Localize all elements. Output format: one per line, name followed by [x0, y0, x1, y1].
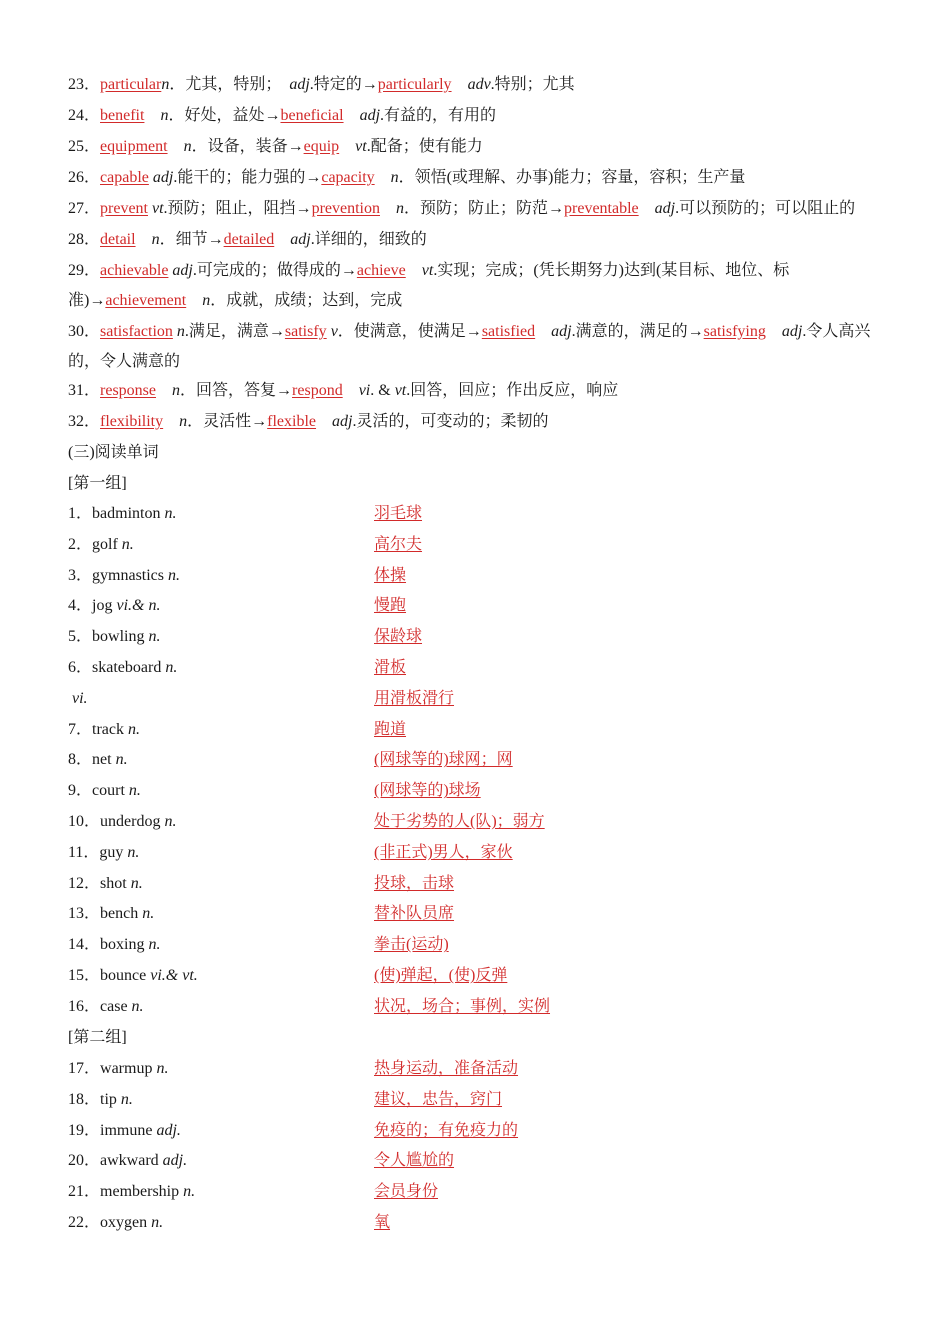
entry-number: 18．	[68, 1090, 101, 1108]
definition-text: .满意的，满足的→	[571, 323, 704, 340]
word-text: golf	[92, 535, 118, 553]
entry-number: 23．	[68, 76, 101, 93]
word-text: bench	[100, 905, 139, 923]
part-of-speech: n.	[128, 782, 141, 800]
vocab-entry	[68, 256, 883, 309]
definition-text: ．设备，装备→	[191, 138, 304, 155]
answer-meaning: 用滑板滑行	[374, 689, 455, 707]
word-text: guy	[99, 843, 124, 861]
definition-text: .预防；阻止，阻挡→	[163, 200, 312, 217]
vocab-entry	[68, 75, 575, 97]
reading-word	[68, 750, 128, 770]
part-of-speech: n.	[183, 1183, 196, 1201]
word-text: underdog	[100, 813, 161, 830]
answer-word: prevention	[311, 200, 380, 217]
answer-word: achievable	[100, 262, 169, 279]
part-of-speech: v	[330, 323, 338, 340]
reading-word	[68, 874, 143, 894]
entry-number: 28．	[68, 231, 101, 248]
part-of-speech: n.	[156, 1060, 169, 1077]
part-of-speech: vt	[355, 138, 367, 155]
reading-word	[68, 504, 176, 524]
part-of-speech: n.	[164, 813, 177, 830]
entry-number: 16．	[68, 997, 101, 1015]
definition-text: .可完成的；做得成的→	[192, 262, 357, 279]
answer-word: beneficial	[280, 107, 344, 124]
vocab-entry	[68, 317, 883, 370]
entry-number: 32．	[68, 413, 101, 430]
reading-word	[68, 781, 141, 801]
reading-word	[68, 966, 198, 986]
answer-word: achievement	[105, 292, 187, 309]
entry-number: 31．	[68, 382, 101, 399]
reading-word	[68, 1182, 195, 1202]
definition-text	[156, 382, 172, 399]
answer-word: particularly	[377, 76, 452, 93]
entry-number: 21．	[68, 1183, 101, 1201]
vocab-entry	[68, 412, 549, 434]
answer-meaning: 氧	[374, 1214, 391, 1231]
word-text: warmup	[100, 1060, 153, 1077]
part-of-speech: n.	[128, 720, 140, 738]
reading-word	[68, 812, 176, 832]
word-text: awkward	[100, 1152, 159, 1170]
answer-word: flexibility	[100, 413, 164, 430]
part-of-speech: n	[202, 292, 211, 309]
part-of-speech: vt	[152, 200, 164, 217]
entry-number: 13．	[68, 905, 101, 923]
part-of-speech: n	[176, 323, 185, 340]
entry-number: 6．	[68, 659, 93, 676]
entry-number: 20．	[68, 1152, 101, 1170]
part-of-speech: n.	[142, 905, 155, 923]
word-text: track	[92, 720, 124, 738]
reading-word	[68, 997, 144, 1017]
part-of-speech: n.	[120, 1090, 133, 1108]
answer-word: flexible	[267, 413, 317, 430]
reading-word	[68, 1151, 187, 1171]
definition-text: ．预防；防止；防范→	[404, 200, 565, 217]
part-of-speech: n.	[151, 1214, 164, 1231]
word-text: shot	[100, 874, 127, 892]
vocab-entry	[68, 168, 745, 190]
part-of-speech: vt	[421, 262, 434, 279]
word-text: oxygen	[100, 1214, 148, 1231]
definition-text: .可以预防的；可以阻止的	[675, 200, 856, 217]
entry-number: 15．	[68, 967, 101, 984]
answer-word: satisfaction	[100, 323, 173, 340]
definition-text	[639, 200, 655, 217]
answer-meaning: 会员身份	[374, 1183, 439, 1201]
definition-text: ．领悟(或理解、办事)能力；容量，容积；生产量	[398, 169, 746, 186]
definition-text: . &	[370, 382, 395, 399]
part-of-speech: n.	[148, 628, 161, 646]
part-of-speech: n.	[115, 751, 128, 769]
definition-text: .详细的，细致的	[310, 231, 427, 248]
part-of-speech: adj	[781, 323, 803, 340]
part-of-speech: n	[172, 382, 181, 399]
reading-word	[68, 843, 139, 863]
part-of-speech: n.	[148, 936, 161, 954]
part-of-speech: vt	[394, 382, 407, 399]
definition-text: ．尤其，特别；	[169, 76, 290, 93]
part-of-speech: n.	[164, 505, 177, 522]
part-of-speech: adj	[332, 413, 353, 430]
answer-word: detailed	[223, 231, 275, 248]
part-of-speech: n	[179, 413, 188, 430]
definition-text	[766, 323, 782, 340]
part-of-speech: adj	[152, 169, 174, 186]
reading-word	[68, 627, 160, 647]
part-of-speech: n	[160, 107, 169, 124]
answer-meaning: 热身运动，准备活动	[374, 1060, 519, 1077]
part-of-speech: n	[183, 138, 192, 155]
entry-number: 11．	[68, 843, 100, 861]
answer-meaning: (网球等的)球网；网	[374, 751, 513, 769]
entry-number: 14．	[68, 936, 101, 954]
part-of-speech: n.	[131, 997, 144, 1015]
part-of-speech: n.	[168, 566, 181, 584]
part-of-speech: n.	[165, 659, 178, 676]
answer-meaning: 高尔夫	[374, 535, 423, 553]
answer-word: preventable	[564, 200, 639, 217]
reading-word	[68, 596, 160, 616]
definition-text: ．灵活性→	[187, 413, 268, 430]
group2-label: [第二组]	[68, 1029, 127, 1046]
part-of-speech: n	[151, 231, 160, 248]
definition-text	[535, 323, 551, 340]
definition-text: ．使满意，使满足→	[337, 323, 482, 340]
word-text: tip	[100, 1090, 117, 1108]
entry-number: 30．	[68, 323, 101, 340]
part-of-speech: adj	[289, 76, 310, 93]
reading-word	[68, 1213, 163, 1233]
answer-word: response	[100, 382, 156, 399]
answer-meaning: 处于劣势的人(队)；弱方	[374, 813, 545, 830]
word-text: net	[92, 751, 112, 769]
entry-number: 10．	[68, 813, 101, 830]
definition-text	[136, 231, 152, 248]
part-of-speech: n	[390, 169, 399, 186]
entry-number: 26．	[68, 169, 101, 186]
entry-number: 17．	[68, 1060, 101, 1077]
answer-meaning: 慢跑	[374, 597, 407, 615]
answer-word: satisfying	[703, 323, 766, 340]
answer-word: particular	[100, 76, 162, 93]
vocab-entry	[68, 137, 483, 159]
definition-text: .能干的；能力强的→	[173, 169, 322, 186]
definition-text: .实现；完成；(凭长期努力)达到(某目标、地位、标准)→	[68, 262, 790, 309]
vocab-entry	[68, 199, 855, 221]
part-of-speech: adj	[359, 107, 381, 124]
answer-word: satisfied	[481, 323, 536, 340]
definition-text: ．好处，益处→	[168, 107, 281, 124]
reading-word	[68, 935, 160, 955]
definition-text: .满足，满意→	[184, 323, 285, 340]
part-of-speech: vi	[358, 382, 371, 399]
reading-word	[68, 658, 177, 678]
part-of-speech: adj	[654, 200, 676, 217]
part-of-speech: n	[161, 76, 170, 93]
answer-meaning: (使)弹起，(使)反弹	[374, 967, 508, 984]
answer-meaning: 滑板	[374, 659, 407, 676]
entry-number: 25．	[68, 138, 101, 155]
reading-word	[68, 720, 140, 740]
definition-text	[163, 413, 179, 430]
answer-meaning: 状况，场合；事例，实例	[374, 997, 551, 1015]
word-text: jog	[92, 597, 113, 615]
definition-text	[344, 107, 360, 124]
word-text: skateboard	[92, 659, 162, 676]
answer-meaning: (非正式)男人，家伙	[374, 843, 513, 861]
definition-text: .令人高兴的，令人满意的	[68, 323, 871, 370]
part-of-speech: adj.	[162, 1152, 188, 1170]
answer-meaning: 免疫的；有免疫力的	[374, 1121, 519, 1139]
reading-word	[68, 535, 134, 555]
definition-text: ．成就，成绩；达到，完成	[210, 292, 403, 309]
reading-word	[72, 689, 88, 709]
answer-word: capable	[100, 169, 149, 186]
definition-text	[452, 76, 468, 93]
entry-number: 24．	[68, 107, 101, 124]
entry-number: 2．	[68, 535, 93, 553]
part-of-speech: adv	[467, 76, 491, 93]
answer-meaning: 替补队员席	[374, 905, 455, 923]
entry-number: 22．	[68, 1214, 101, 1231]
answer-meaning: 体操	[374, 566, 407, 584]
reading-word	[68, 1090, 133, 1110]
entry-number: 1．	[68, 505, 93, 522]
entry-number: 5．	[68, 628, 93, 646]
definition-text: .特别；尤其	[490, 76, 575, 93]
answer-word: benefit	[100, 107, 145, 124]
part-of-speech: adj	[551, 323, 572, 340]
definition-text	[274, 231, 290, 248]
answer-word: detail	[100, 231, 136, 248]
definition-text	[186, 292, 202, 309]
part-of-speech: adj.	[156, 1121, 181, 1139]
answer-meaning: 拳击(运动)	[374, 936, 449, 954]
definition-text: ．回答，答复→	[180, 382, 293, 399]
entry-number: 19．	[68, 1121, 101, 1139]
answer-meaning: 建议，忠告，窍门	[374, 1090, 503, 1108]
definition-text: .灵活的，可变动的；柔韧的	[352, 413, 549, 430]
entry-number: 12．	[68, 874, 101, 892]
vocab-entry	[68, 381, 618, 403]
word-text: court	[92, 782, 125, 800]
definition-text	[406, 262, 422, 279]
answer-meaning: 投球，击球	[374, 874, 455, 892]
answer-word: achieve	[356, 262, 406, 279]
answer-meaning: 保龄球	[374, 628, 423, 646]
vocab-entry	[68, 230, 427, 252]
part-of-speech: vi.& n.	[116, 597, 161, 615]
section-title: (三)阅读单词	[68, 444, 159, 461]
definition-text	[343, 382, 359, 399]
word-text: bounce	[100, 967, 147, 984]
part-of-speech: vi.& vt.	[150, 967, 198, 984]
entry-number: 4．	[68, 597, 93, 615]
answer-meaning: (网球等的)球场	[374, 782, 481, 800]
answer-word: prevent	[100, 200, 148, 217]
part-of-speech: vi.	[72, 689, 88, 707]
definition-text	[168, 138, 184, 155]
reading-word	[68, 1059, 168, 1079]
entry-number: 29．	[68, 262, 101, 279]
answer-meaning: 跑道	[374, 720, 407, 738]
answer-meaning: 羽毛球	[374, 505, 423, 522]
part-of-speech: n	[396, 200, 404, 217]
vocab-entry	[68, 106, 496, 128]
group1-label: [第一组]	[68, 475, 127, 492]
word-text: membership	[100, 1183, 180, 1201]
entry-number: 7．	[68, 720, 93, 738]
reading-word	[68, 1121, 181, 1141]
answer-word: satisfy	[284, 323, 327, 340]
definition-text	[380, 200, 396, 217]
part-of-speech: n.	[130, 874, 143, 892]
definition-text	[339, 138, 355, 155]
definition-text	[375, 169, 391, 186]
answer-word: equip	[303, 138, 340, 155]
definition-text: .回答，回应；作出反应，响应	[406, 382, 619, 399]
word-text: immune	[100, 1121, 153, 1139]
part-of-speech: adj	[290, 231, 311, 248]
word-text: bowling	[92, 628, 145, 646]
entry-number: 27．	[68, 200, 101, 217]
part-of-speech: adj	[172, 262, 193, 279]
entry-number: 8．	[68, 751, 93, 769]
entry-number: 9．	[68, 782, 93, 800]
definition-text	[144, 107, 160, 124]
answer-word: equipment	[100, 138, 168, 155]
definition-text: ．细节→	[159, 231, 224, 248]
definition-text: .有益的，有用的	[380, 107, 497, 124]
answer-word: capacity	[321, 169, 375, 186]
definition-text: .特定的→	[309, 76, 378, 93]
part-of-speech: n.	[127, 843, 140, 861]
word-text: gymnastics	[92, 566, 165, 584]
entry-number: 3．	[68, 566, 93, 584]
part-of-speech: n.	[121, 535, 134, 553]
answer-meaning: 令人尴尬的	[374, 1152, 455, 1170]
reading-word	[68, 904, 154, 924]
reading-word	[68, 566, 180, 586]
answer-word: respond	[292, 382, 343, 399]
definition-text	[316, 413, 332, 430]
word-text: case	[100, 997, 128, 1015]
word-text: badminton	[92, 505, 161, 522]
word-text: boxing	[100, 936, 145, 954]
definition-text: .配备；使有能力	[366, 138, 483, 155]
